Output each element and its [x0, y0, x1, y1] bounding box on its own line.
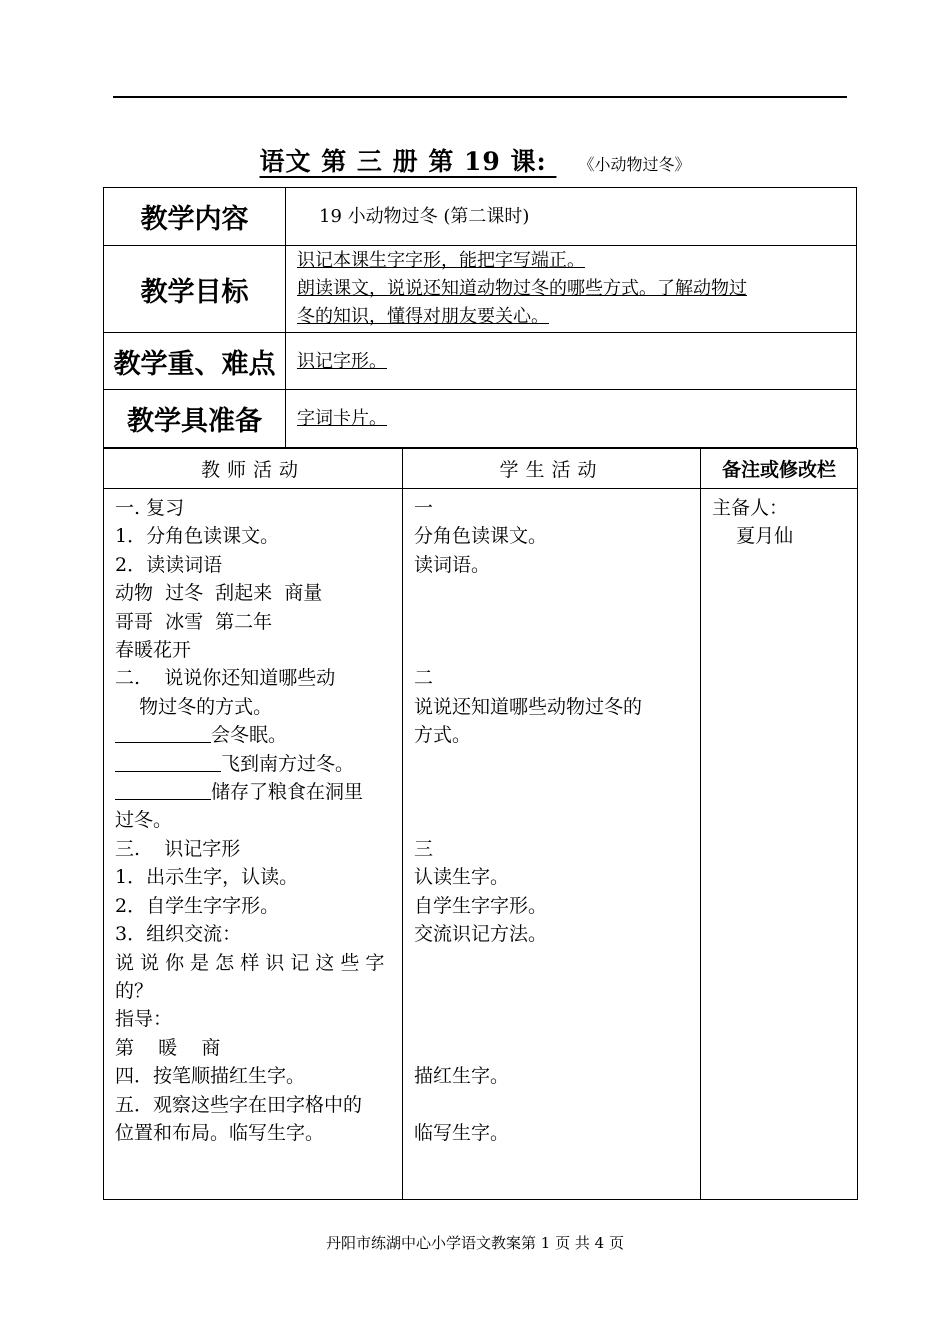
student-line: 方式。 — [414, 724, 472, 747]
teacher-line: 说 说 你 是 怎 样 识 记 这 些 字 — [115, 951, 385, 974]
student-line: 自学生字字形。 — [414, 894, 548, 917]
fill-blank — [115, 751, 221, 772]
teacher-activity-cell — [104, 489, 403, 1200]
student-line — [414, 948, 691, 976]
teacher-line: 3．组织交流： — [115, 923, 242, 946]
lesson-info-table — [103, 187, 857, 448]
student-line: 二 — [414, 667, 434, 690]
goal-value — [286, 246, 857, 333]
notes-header: 备注或修改栏 — [701, 449, 858, 489]
student-line: 描红生字。 — [414, 1064, 510, 1087]
student-line: 一 — [414, 497, 434, 519]
teacher-line: 春暖花开 — [115, 639, 192, 662]
student-activity-cell — [403, 489, 701, 1200]
student-line — [414, 608, 691, 636]
teacher-line: 2．自学生字字形。 — [115, 894, 280, 917]
prep-label: 教学具准备 — [104, 390, 286, 448]
student-line — [414, 750, 691, 778]
teacher-line: 第 暖 商 — [115, 1036, 221, 1059]
notes-cell — [701, 489, 858, 1200]
header-rule — [113, 96, 847, 98]
student-line: 认读生字。 — [414, 866, 510, 889]
fill-blank — [115, 722, 211, 743]
teacher-line: 二. 说说你还知道哪些动 — [115, 667, 336, 690]
goal-label: 教学目标 — [104, 246, 286, 333]
student-line — [414, 1034, 691, 1062]
fill-blank-line — [115, 721, 393, 749]
page-footer: 丹阳市练湖中心小学语文教案第 1 页 共 4 页 — [326, 1234, 624, 1252]
teacher-line: 动物 过冬 刮起来 商量 — [115, 582, 323, 605]
key-text: 识记字形。 — [297, 350, 387, 372]
student-line — [414, 579, 691, 607]
teacher-line: 储存了粮食在洞里 — [211, 781, 364, 804]
page-title — [0, 142, 950, 178]
lesson-subtitle: 《小动物过冬》 — [578, 155, 691, 174]
preparer-name: 夏月仙 — [712, 525, 794, 548]
preparer-label: 主备人： — [712, 497, 789, 519]
student-line — [414, 778, 691, 806]
teacher-line: 四．按笔顺描红生字。 — [115, 1065, 306, 1088]
goal-line: 冬的知识，懂得对朋友要关心。 — [297, 306, 549, 327]
teacher-line: 三. 识记字形 — [115, 837, 241, 860]
activity-table — [103, 448, 858, 1200]
content-value: 19 小动物过冬 (第二课时) — [286, 188, 857, 246]
teacher-line: 过冬。 — [115, 809, 173, 832]
student-line: 三 — [414, 837, 434, 860]
fill-blank — [115, 779, 211, 800]
teacher-line: 1．出示生字，认读。 — [115, 866, 299, 889]
fill-blank-line — [115, 778, 393, 806]
student-line: 交流识记方法。 — [414, 923, 548, 945]
lesson-title: 语文 第 三 册 第 19 课: — [259, 147, 557, 176]
student-line: 说说还知道哪些动物过冬的 — [414, 695, 643, 718]
content-label: 教学内容 — [104, 188, 286, 246]
fill-blank-line — [115, 750, 393, 778]
prep-text: 字词卡片。 — [297, 408, 387, 429]
student-activity-header: 学生活动 — [403, 449, 701, 489]
teacher-line: 飞到南方过冬。 — [221, 752, 355, 775]
student-line — [414, 1090, 691, 1118]
prep-value — [286, 390, 857, 448]
student-line — [414, 977, 691, 1005]
teacher-line: 一. 复习 — [115, 497, 185, 519]
teacher-line: 指导： — [115, 1008, 173, 1031]
teacher-line: 哥哥 冰雪 第二年 — [115, 610, 273, 633]
teacher-line: 位置和布局。临写生字。 — [115, 1121, 325, 1144]
teacher-line: 物过冬的方式。 — [115, 695, 273, 718]
goal-line: 朗读课文，说说还知道动物过冬的哪些方式。了解动物过 — [297, 278, 747, 299]
teacher-line: 2．读读词语 — [115, 553, 223, 576]
student-line — [414, 636, 691, 664]
teacher-line: 1．分角色读课文。 — [115, 525, 280, 548]
teacher-line: 五．观察这些字在田字格中的 — [115, 1093, 363, 1116]
key-label: 教学重、难点 — [104, 333, 286, 390]
teacher-activity-header: 教师活动 — [104, 449, 403, 489]
student-line: 读词语。 — [414, 553, 491, 576]
teacher-line: 的？ — [115, 979, 154, 1002]
goal-line: 识记本课生字字形，能把字写端正。 — [297, 250, 585, 271]
teacher-line: 会冬眠。 — [211, 724, 288, 747]
student-line: 分角色读课文。 — [414, 525, 548, 548]
student-line — [414, 806, 691, 834]
student-line: 临写生字。 — [414, 1121, 510, 1144]
student-line — [414, 1005, 691, 1033]
key-value — [286, 333, 857, 390]
